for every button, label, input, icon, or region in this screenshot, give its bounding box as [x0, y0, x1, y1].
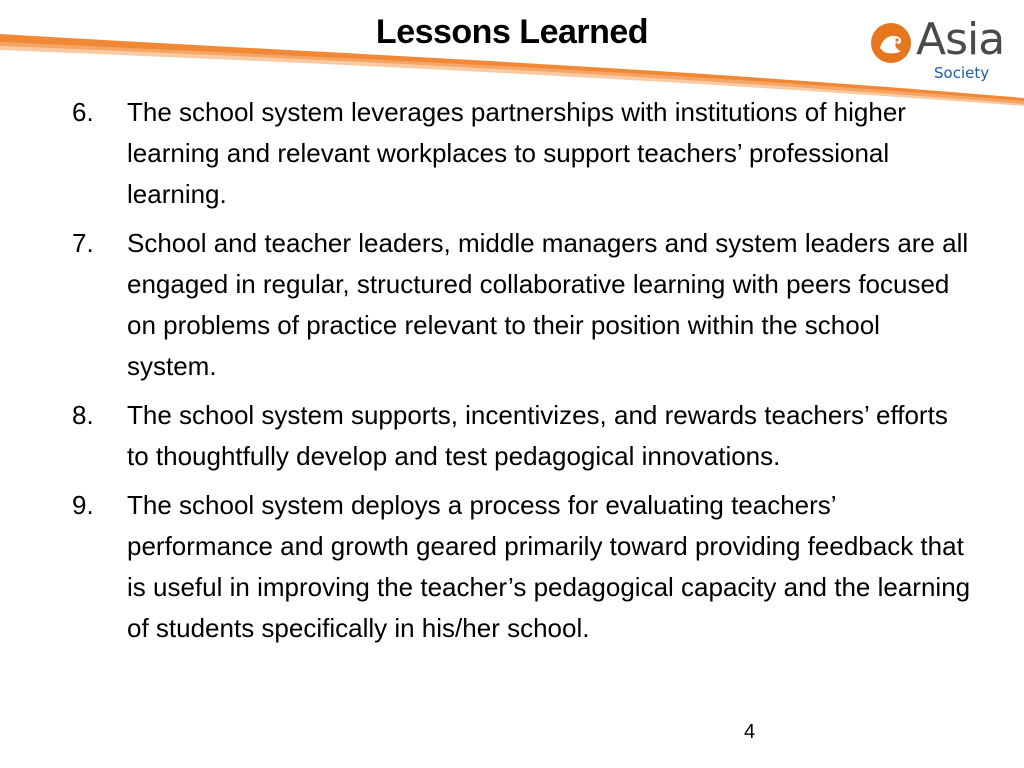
- list-item: [72, 485, 972, 649]
- page-number: 4: [744, 721, 756, 743]
- asia-society-logo: [866, 14, 1016, 90]
- list-item: [72, 395, 972, 477]
- item-number: 8.: [72, 400, 94, 430]
- item-number: 6.: [72, 97, 94, 127]
- lion-emblem-icon: [870, 22, 912, 64]
- list-item: [72, 223, 972, 387]
- item-text: The school system deploys a process for evaluating teachers’ performance and growth geared primarily toward providing feedback that is useful in improving the teacher’s pedagogical capacity and the learning of students specifically in his/her school.: [127, 490, 971, 643]
- logo-subtitle: Society: [934, 64, 990, 82]
- item-text: School and teacher leaders, middle managers and system leaders are all engaged in regular, structured collaborative learning with peers focused on problems of practice relevant to their position within the school system.: [127, 228, 969, 381]
- list-item: [72, 92, 972, 215]
- item-text: The school system supports, incentivizes, and rewards teachers’ efforts to thoughtfully develop and test pedagogical innovations.: [127, 400, 948, 471]
- item-number: 7.: [72, 228, 94, 258]
- lessons-list: [72, 92, 972, 657]
- logo-name: Asia: [916, 14, 1005, 65]
- item-text: The school system leverages partnerships with institutions of higher learning and relevant workplaces to support teachers’ professional learning.: [127, 97, 906, 209]
- slide-title: Lessons Learned: [375, 13, 649, 51]
- item-number: 9.: [72, 490, 94, 520]
